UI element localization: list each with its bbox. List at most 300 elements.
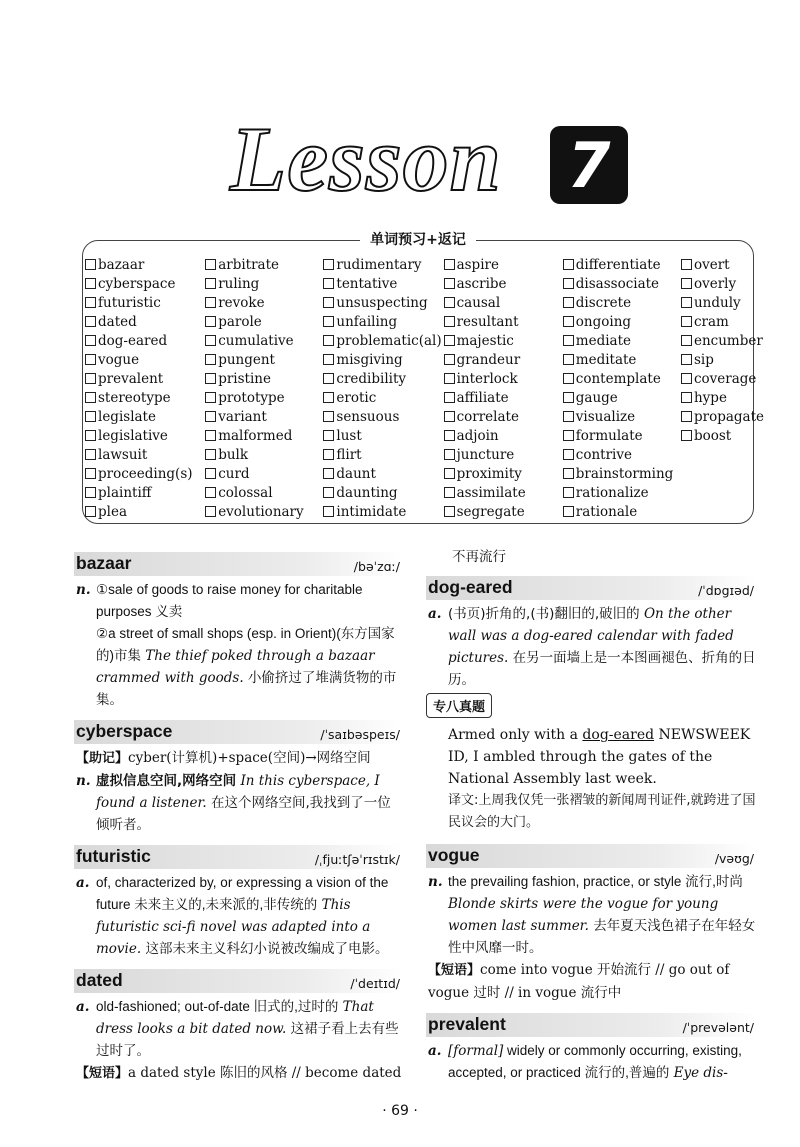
vocab-word: futuristic <box>98 294 161 311</box>
checkbox-icon[interactable] <box>85 354 96 365</box>
checkbox-icon[interactable] <box>681 430 692 441</box>
vocab-word: formulate <box>575 427 643 444</box>
checkbox-icon[interactable] <box>323 506 334 517</box>
vocab-word: cumulative <box>218 332 294 349</box>
right-column <box>426 549 756 1093</box>
checkbox-icon[interactable] <box>205 468 216 479</box>
example-sentence: That dress looks a bit dated now. <box>96 999 374 1037</box>
checkbox-icon[interactable] <box>205 297 216 308</box>
checkbox-icon[interactable] <box>563 335 574 346</box>
checkbox-icon[interactable] <box>85 411 96 422</box>
checkbox-icon[interactable] <box>444 487 455 498</box>
vocab-word: overly <box>693 275 737 292</box>
vocab-word: visualize <box>575 408 636 425</box>
vocab-item <box>205 350 323 369</box>
vocab-word: unfailing <box>336 313 398 330</box>
checkbox-icon[interactable] <box>85 449 96 460</box>
vocab-word: grandeur <box>456 351 521 368</box>
vocab-word: unsuspecting <box>336 294 428 311</box>
checkbox-icon[interactable] <box>205 430 216 441</box>
checkbox-icon[interactable] <box>323 373 334 384</box>
entry-dog-eared <box>426 576 756 834</box>
checkbox-icon[interactable] <box>563 506 574 517</box>
vocab-item <box>205 312 323 331</box>
vocab-word: dog-eared <box>98 332 168 349</box>
checkbox-icon[interactable] <box>205 316 216 327</box>
checkbox-icon[interactable] <box>681 411 692 422</box>
entry-header <box>74 552 402 576</box>
checkbox-icon[interactable] <box>205 278 216 289</box>
phonetic: /ˈprevələnt/ <box>682 1020 754 1035</box>
vocab-item <box>85 464 205 483</box>
entry-header <box>74 845 402 869</box>
vocab-item <box>205 293 323 312</box>
vocab-item <box>205 407 323 426</box>
left-column <box>74 552 402 1094</box>
vocab-item <box>323 502 443 521</box>
example-translation: 在这个网络空间,我找到了一位倾听者。 <box>96 795 391 833</box>
checkbox-icon[interactable] <box>563 411 574 422</box>
headword: cyberspace <box>76 721 173 741</box>
mnemonic-tag: 【助记】 <box>76 751 129 766</box>
example-sentence: Eye dis- <box>673 1065 728 1081</box>
vocab-word: pungent <box>218 351 275 368</box>
vocab-word: rationale <box>575 503 638 520</box>
vocab-item <box>563 274 681 293</box>
vocab-word: bazaar <box>98 256 145 273</box>
vocab-word: propagate <box>693 408 765 425</box>
checkbox-icon[interactable] <box>681 354 692 365</box>
register-label: [formal] <box>448 1043 504 1059</box>
checkbox-icon[interactable] <box>444 411 455 422</box>
phonetic: /ˌfjuːtʃəˈrɪstɪk/ <box>314 852 400 867</box>
vocab-word: cyberspace <box>98 275 176 292</box>
vocab-word: cram <box>693 313 729 330</box>
definition: 虚拟信息空间,网络空间 <box>96 773 237 789</box>
vocab-word: majestic <box>456 332 514 349</box>
checkbox-icon[interactable] <box>85 316 96 327</box>
checkbox-icon[interactable] <box>85 506 96 517</box>
definition: the prevailing fashion, practice, or style 流行,时尚 <box>448 874 743 889</box>
vocab-column <box>563 255 681 521</box>
vocab-item <box>205 369 323 388</box>
headword: vogue <box>428 845 480 865</box>
checkbox-icon[interactable] <box>563 373 574 384</box>
headword: futuristic <box>76 846 151 866</box>
exam-translation: 译文:上周我仅凭一张褶皱的新闻周刊证件,就跨进了国民议会的大门。 <box>448 793 756 830</box>
checkbox-icon[interactable] <box>444 506 455 517</box>
vocab-column <box>85 255 205 521</box>
vocab-word: meditate <box>575 351 637 368</box>
entry-cyberspace <box>74 720 402 836</box>
vocab-item <box>85 350 205 369</box>
vocab-item <box>563 464 681 483</box>
checkbox-icon[interactable] <box>205 259 216 270</box>
phrase-tag: 【短语】 <box>428 963 481 978</box>
vocab-word: differentiate <box>575 256 661 273</box>
checkbox-icon[interactable] <box>205 449 216 460</box>
vocab-item <box>205 388 323 407</box>
definition: widely or commonly occurring, existing, accepted, or practiced 流行的,普遍的 <box>448 1043 742 1080</box>
vocab-item <box>205 426 323 445</box>
vocab-item <box>444 350 563 369</box>
checkbox-icon[interactable] <box>563 468 574 479</box>
checkbox-icon[interactable] <box>323 487 334 498</box>
vocab-word: gauge <box>575 389 618 406</box>
part-of-speech: n. <box>76 773 91 789</box>
checkbox-icon[interactable] <box>563 316 574 327</box>
vocab-word: proceeding(s) <box>98 465 193 482</box>
vocab-item <box>681 350 753 369</box>
checkbox-icon[interactable] <box>563 354 574 365</box>
vocab-word: plaintiff <box>98 484 152 501</box>
part-of-speech: a. <box>428 1043 442 1059</box>
part-of-speech: a. <box>76 875 90 891</box>
vocab-item <box>681 274 753 293</box>
vocab-word: causal <box>456 294 501 311</box>
example-translation: 小偷挤过了堆满货物的市集。 <box>96 670 397 708</box>
vocab-word: variant <box>218 408 267 425</box>
vocab-word: credibility <box>336 370 406 387</box>
entry-futuristic <box>74 845 402 960</box>
vocab-item <box>563 350 681 369</box>
vocab-item <box>444 388 563 407</box>
vocab-item <box>323 445 443 464</box>
vocab-heading: 单词预习+返记 <box>360 232 476 248</box>
vocab-item <box>444 426 563 445</box>
vocab-item <box>681 293 753 312</box>
checkbox-icon[interactable] <box>323 468 334 479</box>
vocab-word: encumber <box>693 332 763 349</box>
vocab-word: contrive <box>575 446 632 463</box>
checkbox-icon[interactable] <box>681 259 692 270</box>
vocab-item <box>444 464 563 483</box>
vocab-item <box>323 293 443 312</box>
checkbox-icon[interactable] <box>323 449 334 460</box>
example-translation: 去年夏天浅色裙子在年轻女性中风靡一时。 <box>448 918 756 956</box>
checkbox-icon[interactable] <box>681 316 692 327</box>
vocab-item <box>323 255 443 274</box>
checkbox-icon[interactable] <box>563 297 574 308</box>
phrase: a dated style 陈旧的风格 // become dated <box>128 1065 402 1081</box>
vocab-word: lust <box>336 427 362 444</box>
vocab-word: vogue <box>98 351 140 368</box>
vocab-word: prevalent <box>98 370 164 387</box>
vocab-word: legislative <box>98 427 168 444</box>
vocab-word: hype <box>693 389 727 406</box>
vocab-word: legislate <box>98 408 156 425</box>
checkbox-icon[interactable] <box>444 354 455 365</box>
vocab-word: revoke <box>218 294 265 311</box>
vocab-word: plea <box>98 503 127 520</box>
phonetic: /vəʊg/ <box>714 851 754 866</box>
vocab-item <box>563 426 681 445</box>
checkbox-icon[interactable] <box>205 335 216 346</box>
definition: of, characterized by, or expressing a vision of the future 未来主义的,未来派的,非传统的 <box>96 875 389 912</box>
vocab-item <box>85 274 205 293</box>
vocab-word: juncture <box>456 446 515 463</box>
vocab-word: aspire <box>456 256 499 273</box>
vocab-item <box>681 255 753 274</box>
vocab-word: affiliate <box>456 389 509 406</box>
phonetic: /ˈdɒgɪəd/ <box>698 583 754 598</box>
vocab-item <box>681 426 753 445</box>
checkbox-icon[interactable] <box>205 354 216 365</box>
checkbox-icon[interactable] <box>85 335 96 346</box>
vocab-item <box>205 331 323 350</box>
phrase-tag: 【短语】 <box>76 1066 129 1081</box>
vocab-item <box>444 255 563 274</box>
phonetic: /ˈsaɪbəspeɪs/ <box>320 727 400 742</box>
vocab-word: coverage <box>693 370 757 387</box>
example-sentence: On the other wall was a dog-eared calendar with faded pictures. <box>448 606 734 666</box>
vocab-word: curd <box>218 465 250 482</box>
vocab-column <box>444 255 563 521</box>
vocab-item <box>205 483 323 502</box>
mnemonic: cyber(计算机)+space(空间)→网络空间 <box>128 750 371 766</box>
checkbox-icon[interactable] <box>444 449 455 460</box>
definition: ②a street of small shops (esp. in Orient)(东方国家的)市集 <box>96 626 395 663</box>
checkbox-icon[interactable] <box>85 392 96 403</box>
checkbox-icon[interactable] <box>85 468 96 479</box>
vocab-item <box>681 388 753 407</box>
checkbox-icon[interactable] <box>323 392 334 403</box>
vocab-word: problematic(al) <box>336 332 442 349</box>
vocab-item <box>323 407 443 426</box>
vocab-item <box>323 388 443 407</box>
checkbox-icon[interactable] <box>563 487 574 498</box>
vocab-word: lawsuit <box>98 446 148 463</box>
vocab-word: unduly <box>693 294 741 311</box>
vocab-word: segregate <box>456 503 525 520</box>
vocab-word: contemplate <box>575 370 661 387</box>
vocab-item <box>444 445 563 464</box>
checkbox-icon[interactable] <box>323 354 334 365</box>
checkbox-icon[interactable] <box>444 259 455 270</box>
vocab-item <box>563 502 681 521</box>
checkbox-icon[interactable] <box>563 259 574 270</box>
checkbox-icon[interactable] <box>323 297 334 308</box>
vocab-item <box>681 331 763 350</box>
vocab-word: pristine <box>218 370 271 387</box>
vocab-item <box>85 388 205 407</box>
headword: dog-eared <box>428 577 513 597</box>
checkbox-icon[interactable] <box>681 335 692 346</box>
vocab-word: ongoing <box>575 313 632 330</box>
vocab-word: intimidate <box>336 503 407 520</box>
vocab-word: colossal <box>218 484 273 501</box>
vocab-item <box>323 426 443 445</box>
vocab-item <box>323 350 443 369</box>
vocab-word: overt <box>693 256 730 273</box>
phonetic: /bəˈzɑː/ <box>353 559 400 574</box>
vocab-item <box>681 407 765 426</box>
checkbox-icon[interactable] <box>681 392 692 403</box>
definition: ①sale of goods to raise money for charitable purposes 义卖 <box>96 582 363 619</box>
vocab-word: mediate <box>575 332 631 349</box>
vocab-word: adjoin <box>456 427 499 444</box>
exam-quote: Armed only with a dog-eared NEWSWEEK ID, I ambled through the gates of the National Assembly last week. 译文:上周我仅凭一张褶皱的新闻周刊证件,就跨进了国民议会的大门。 <box>426 724 756 834</box>
vocab-checklist-box <box>82 232 765 524</box>
vocab-item <box>85 312 205 331</box>
vocab-item <box>205 502 323 521</box>
example-translation: 这部未来主义科幻小说被改编成了电影。 <box>145 941 389 957</box>
vocab-item <box>85 331 205 350</box>
vocab-word: evolutionary <box>218 503 304 520</box>
checkbox-icon[interactable] <box>205 392 216 403</box>
checkbox-icon[interactable] <box>205 411 216 422</box>
vocab-item <box>444 483 563 502</box>
entry-vogue <box>426 844 756 1004</box>
checkbox-icon[interactable] <box>444 468 455 479</box>
checkbox-icon[interactable] <box>563 278 574 289</box>
vocab-item <box>444 331 563 350</box>
checkbox-icon[interactable] <box>85 278 96 289</box>
vocab-item <box>323 464 443 483</box>
vocab-item <box>85 407 205 426</box>
part-of-speech: a. <box>76 999 90 1015</box>
lesson-title-word: Lesson <box>230 108 502 210</box>
checkbox-icon[interactable] <box>323 316 334 327</box>
vocab-item <box>323 274 443 293</box>
checkbox-icon[interactable] <box>681 297 692 308</box>
part-of-speech: a. <box>428 606 442 622</box>
vocab-word: prototype <box>218 389 285 406</box>
vocab-word: boost <box>693 427 732 444</box>
vocab-item <box>563 407 681 426</box>
headword: bazaar <box>76 553 132 573</box>
vocab-item <box>444 369 563 388</box>
vocab-word: brainstorming <box>575 465 674 482</box>
checkbox-icon[interactable] <box>323 278 334 289</box>
example-sentence: The thief poked through a bazaar crammed with goods. <box>96 648 375 686</box>
vocab-item <box>444 274 563 293</box>
entry-header <box>426 1013 756 1037</box>
definition: (书页)折角的,(书)翻旧的,破旧的 <box>448 606 640 622</box>
checkbox-icon[interactable] <box>563 449 574 460</box>
checkbox-icon[interactable] <box>681 278 692 289</box>
vocab-word: malformed <box>218 427 293 444</box>
vocab-item <box>85 483 205 502</box>
checkbox-icon[interactable] <box>444 335 455 346</box>
vocab-word: ruling <box>218 275 260 292</box>
vocab-item <box>323 312 443 331</box>
vocab-word: sensuous <box>336 408 400 425</box>
vocab-word: daunting <box>336 484 398 501</box>
vocab-word: flirt <box>336 446 362 463</box>
lesson-title <box>230 92 650 210</box>
vocab-word: rationalize <box>575 484 649 501</box>
entry-header <box>74 720 402 744</box>
vocab-item <box>681 312 753 331</box>
checkbox-icon[interactable] <box>681 373 692 384</box>
checkbox-icon[interactable] <box>444 430 455 441</box>
checkbox-icon[interactable] <box>85 430 96 441</box>
checkbox-icon[interactable] <box>444 278 455 289</box>
vocab-item <box>563 293 681 312</box>
vocab-word: daunt <box>336 465 376 482</box>
phonetic: /ˈdeɪtɪd/ <box>350 976 400 991</box>
checkbox-icon[interactable] <box>444 373 455 384</box>
example-translation: 这裙子看上去有些过时了。 <box>96 1021 399 1059</box>
checkbox-icon[interactable] <box>85 259 96 270</box>
vocab-column <box>323 255 443 521</box>
checkbox-icon[interactable] <box>563 392 574 403</box>
vocab-word: misgiving <box>336 351 403 368</box>
vocab-word: ascribe <box>456 275 507 292</box>
checkbox-icon[interactable] <box>85 373 96 384</box>
vocab-item <box>563 445 681 464</box>
vocab-item <box>205 274 323 293</box>
vocab-word: bulk <box>218 446 249 463</box>
checkbox-icon[interactable] <box>205 506 216 517</box>
vocab-word: assimilate <box>456 484 526 501</box>
checkbox-icon[interactable] <box>444 297 455 308</box>
example-sentence: Blonde skirts were the vogue for young women last summer. <box>448 896 719 934</box>
entry-prevalent <box>426 1013 756 1084</box>
example-translation: 在另一面墙上是一本图画褪色、折角的日历。 <box>448 650 756 688</box>
vocab-word: disassociate <box>575 275 660 292</box>
vocab-item <box>85 445 205 464</box>
vocab-word: discrete <box>575 294 632 311</box>
phrase-continuation: 不再流行 <box>452 549 506 565</box>
vocab-word: erotic <box>336 389 377 406</box>
example-sentence: In this cyberspace, I found a listener. <box>96 773 380 811</box>
vocab-word: tentative <box>336 275 398 292</box>
vocab-item <box>444 407 563 426</box>
checkbox-icon[interactable] <box>444 392 455 403</box>
vocab-word: rudimentary <box>336 256 422 273</box>
checkbox-icon[interactable] <box>563 430 574 441</box>
vocab-item <box>323 331 443 350</box>
vocab-word: interlock <box>456 370 518 387</box>
part-of-speech: n. <box>76 582 91 598</box>
checkbox-icon[interactable] <box>444 316 455 327</box>
checkbox-icon[interactable] <box>323 335 334 346</box>
vocab-item <box>85 255 205 274</box>
checkbox-icon[interactable] <box>85 487 96 498</box>
vocab-item <box>563 388 681 407</box>
checkbox-icon[interactable] <box>323 259 334 270</box>
checkbox-icon[interactable] <box>323 411 334 422</box>
entry-header <box>74 969 402 993</box>
vocab-item <box>85 369 205 388</box>
vocab-column <box>205 255 323 521</box>
vocab-item <box>323 483 443 502</box>
part-of-speech: n. <box>428 874 443 890</box>
checkbox-icon[interactable] <box>323 430 334 441</box>
vocab-item <box>85 426 205 445</box>
checkbox-icon[interactable] <box>85 297 96 308</box>
vocab-word: proximity <box>456 465 522 482</box>
vocab-item <box>444 293 563 312</box>
vocab-item <box>323 369 443 388</box>
entry-header <box>426 576 756 600</box>
phrase: come into vogue 开始流行 // go out of vogue 过时 // in vogue 流行中 <box>428 962 730 1001</box>
checkbox-icon[interactable] <box>205 487 216 498</box>
headword: prevalent <box>428 1014 506 1034</box>
vocab-item <box>444 312 563 331</box>
entry-header <box>426 844 756 868</box>
vocab-item <box>563 331 681 350</box>
vocab-item <box>205 464 323 483</box>
vocab-word: stereotype <box>98 389 171 406</box>
exam-badge: 专八真题 <box>426 693 492 718</box>
vocab-item <box>444 502 563 521</box>
vocab-item <box>205 445 323 464</box>
lesson-number-badge: 7 <box>550 126 628 204</box>
checkbox-icon[interactable] <box>205 373 216 384</box>
